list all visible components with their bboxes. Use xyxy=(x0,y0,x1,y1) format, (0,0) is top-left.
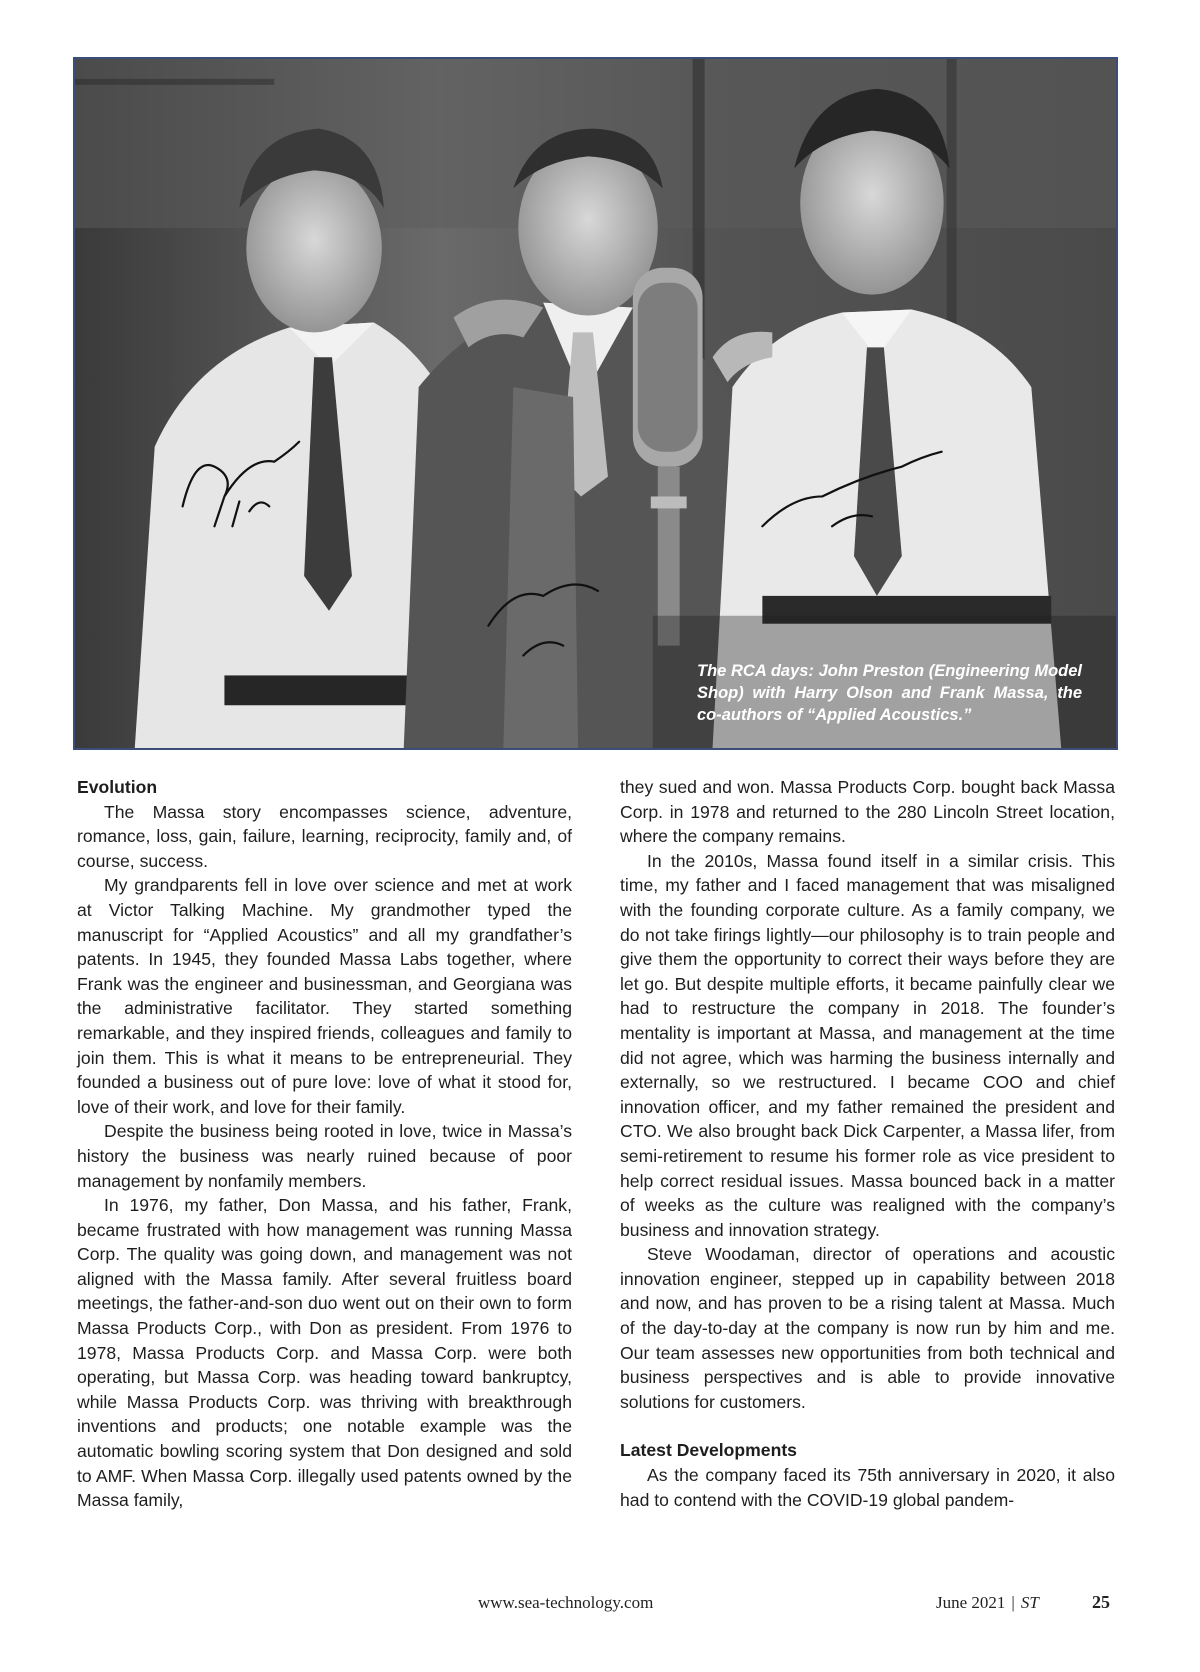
caption-text: The RCA days: John Preston (Engineering Model Shop) with Harry Olson and Frank Massa, the co-authors of “Applied Acoustics.” xyxy=(697,662,1082,724)
page-number: 25 xyxy=(1092,1592,1110,1612)
paragraph: My grandparents fell in love over science and met at work at Victor Talking Machine. My grandmother typed the manuscript for “Applied Acoustics” and all my grandfather’s patents. In 1945, they founded Massa Labs together, where Frank was the engineer and businessman, and Georgiana was the administrative facilitator. They started something remarkable, and they inspired friends, colleagues and family to join them. This is what it means to be entrepreneurial. They founded a business out of pure love: love of what it stood for, love of their work, and love for their family. xyxy=(77,875,572,1117)
left-column xyxy=(77,775,572,1513)
paragraph: As the company faced its 75th anniversary in 2020, it also had to contend with the COVID-19 global pandem- xyxy=(620,1465,1115,1510)
paragraph: In the 2010s, Massa found itself in a similar crisis. This time, my father and I faced management that was misaligned with the founding corporate culture. As a family company, we do not take firings lightly—our philosophy is to train people and give them the opportunity to correct their ways before they are let go. But despite multiple efforts, it became painfully clear we had to restructure the company in 2018. The founder’s mentality is important at Massa, and management at the time did not agree, which was harming the business internally and externally, so we restructured. I became COO and chief innovation officer, and my father remained the president and CTO. We also brought back Dick Carpenter, a Massa lifer, from semi-retirement to resume his former role as vice president to help correct residual issues. Massa bounced back in a matter of weeks as the culture was realigned with the company’s business and innovation strategy. xyxy=(620,850,1115,1240)
footer-url: www.sea-technology.com xyxy=(478,1593,654,1612)
article-photo xyxy=(73,57,1118,750)
paragraph-continued: they sued and won. Massa Products Corp. bought back Massa Corp. in 1978 and returned to the 280 Lincoln Street location, where the company remains. xyxy=(620,777,1115,847)
paragraph: In 1976, my father, Don Massa, and his father, Frank, became frustrated with how management was running Massa Corp. The quality was going down, and management was not aligned with the Massa family. After several fruitless board meetings, the father-and-son duo went out on their own to form Massa Products Corp., with Don as president. From 1976 to 1978, Massa Products Corp. and Massa Corp. were both operating, but Massa Corp. was heading toward bankruptcy, while Massa Products Corp. was thriving with breakthrough inventions and products; one notable example was the automatic bowling scoring system that Don designed and sold to AMF. When Massa Corp. illegally used patents owned by the Massa family, xyxy=(77,1195,572,1511)
photo-illustration xyxy=(75,59,1116,748)
page-footer xyxy=(0,1593,1200,1619)
issue-date: June 2021 xyxy=(936,1593,1006,1612)
publication-abbrev: ST xyxy=(1020,1593,1039,1612)
photo-caption xyxy=(697,660,1082,726)
footer-separator: | xyxy=(1011,1593,1015,1612)
paragraph: Steve Woodaman, director of operations and acoustic innovation engineer, stepped up in capability between 2018 and now, and has proven to be a rising talent at Massa. Much of the day-to-day at the company is now run by him and me. Our team assesses new opportunities from both technical and business perspectives and is able to provide innovative solutions for customers. xyxy=(620,1244,1115,1412)
paragraph: The Massa story encompasses science, adventure, romance, loss, gain, failure, learning, reciprocity, family and, of course, success. xyxy=(77,801,572,871)
section-heading-evolution: Evolution xyxy=(77,777,158,797)
section-heading-latest-developments: Latest Developments xyxy=(620,1440,797,1461)
paragraph: Despite the business being rooted in love, twice in Massa’s history the business was nearly ruined because of poor management by nonfamily members. xyxy=(77,1121,572,1191)
right-column xyxy=(620,775,1115,1512)
footer-issue xyxy=(936,1593,1039,1613)
